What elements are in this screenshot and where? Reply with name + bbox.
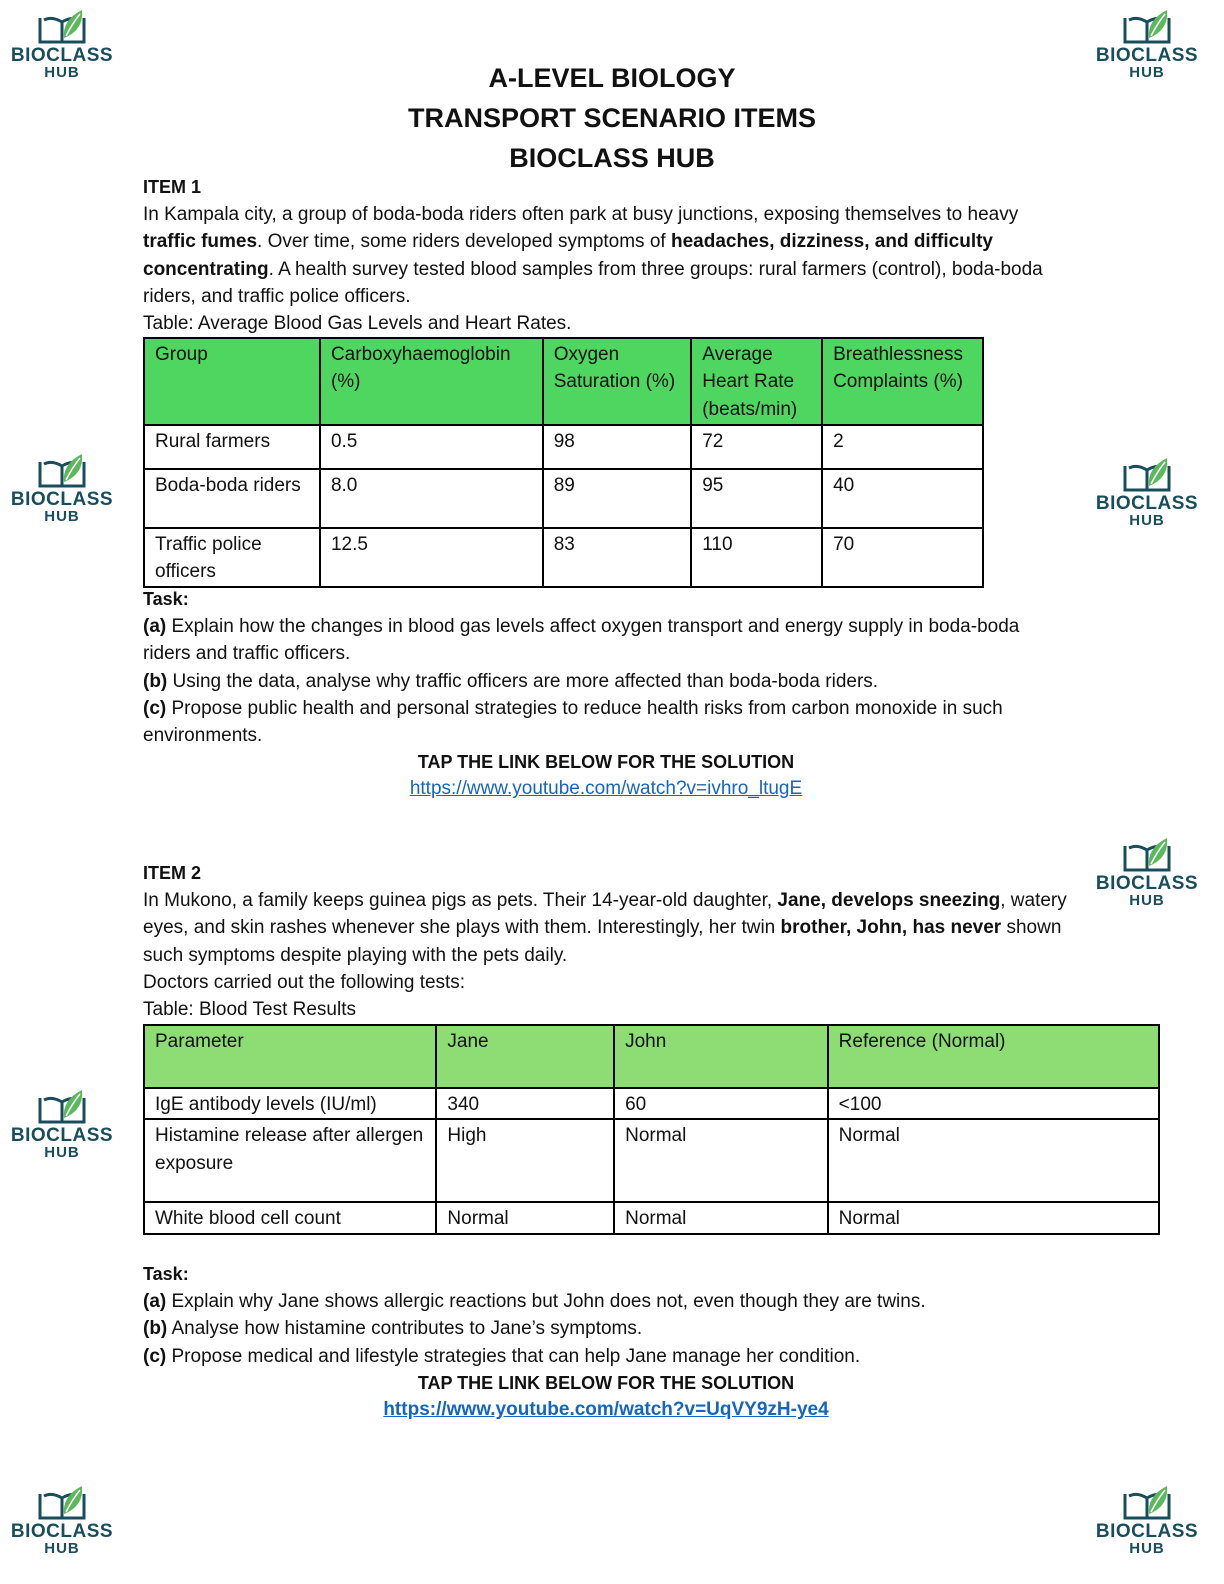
task-letter: (c) [143, 1345, 167, 1367]
header-cell: Parameter [144, 1025, 436, 1088]
task-letter: (b) [143, 670, 168, 692]
task-text: Propose medical and lifestyle strategies that can help Jane manage her condition. [166, 1345, 861, 1367]
bioclass-hub-logo [1087, 1482, 1207, 1556]
table-cell: Normal [828, 1202, 1159, 1233]
table-header-row [144, 338, 983, 425]
tests-line: Doctors carried out the following tests: [143, 971, 466, 993]
solution-link[interactable]: https://www.youtube.com/watch?v=UqVY9zH-ye4 [383, 1398, 829, 1420]
header-cell: Breathlessness Complaints (%) [822, 338, 983, 425]
header-cell: Carboxyhaemoglobin (%) [320, 338, 543, 425]
task-letter: (a) [143, 616, 167, 637]
table-cell: Normal [614, 1202, 828, 1233]
header-cell: Oxygen Saturation (%) [543, 338, 692, 425]
blood-gas-table [143, 337, 984, 588]
open-book-leaf-icon [1117, 6, 1177, 46]
logo-line2: HUB [44, 1540, 80, 1557]
logo-line2: HUB [44, 64, 80, 81]
logo-line2: HUB [44, 508, 80, 525]
table-header-row [144, 1025, 1159, 1088]
item1-intro [143, 201, 1053, 310]
table-cell: High [436, 1119, 614, 1202]
open-book-leaf-icon [32, 1086, 92, 1126]
table-cell: 8.0 [320, 469, 543, 528]
item1-table-caption: Table: Average Blood Gas Levels and Heart Rates. [143, 313, 572, 335]
document-title [0, 58, 1224, 178]
table-cell: Histamine release after allergen exposure [144, 1119, 436, 1202]
task-text: Analyse how histamine contributes to Jane’s symptoms. [167, 1318, 643, 1340]
intro-text: shown such symptoms despite playing with the pets daily. [143, 917, 1062, 966]
bioclass-hub-logo [1087, 454, 1207, 528]
logo-line2: HUB [1129, 892, 1165, 909]
table-row [144, 469, 983, 528]
header-cell: Group [144, 338, 320, 425]
header-cell: Average Heart Rate (beats/min) [691, 338, 822, 425]
logo-line2: HUB [1129, 512, 1165, 529]
solution-cta: TAP THE LINK BELOW FOR THE SOLUTION [417, 1372, 795, 1393]
table-cell: 2 [822, 425, 983, 469]
task-c [143, 1343, 1063, 1370]
bioclass-hub-logo [2, 1482, 122, 1556]
table-row [144, 425, 983, 469]
solution-link[interactable]: https://www.youtube.com/watch?v=ivhro_ltugE [409, 778, 803, 800]
header-cell: Reference (Normal) [828, 1025, 1159, 1088]
table-cell: 40 [822, 469, 983, 528]
intro-text: . Over time, some riders developed symptoms of [257, 231, 671, 253]
item2-heading: ITEM 2 [143, 863, 202, 883]
open-book-leaf-icon [32, 1482, 92, 1522]
table-cell: 95 [691, 469, 822, 528]
title-line-3: BIOCLASS HUB [509, 143, 715, 173]
task-c [143, 695, 1063, 750]
table-row [144, 528, 983, 587]
intro-bold: Jane, develops sneezing [777, 890, 1001, 911]
table-cell: Boda-boda riders [144, 469, 320, 528]
table-cell: Rural farmers [144, 425, 320, 469]
bioclass-hub-logo [2, 1086, 122, 1160]
task-a [143, 1288, 1063, 1315]
intro-bold: headaches, dizziness, and difficulty concentrating [143, 231, 993, 280]
logo-line2: HUB [1129, 1540, 1165, 1557]
task-label: Task: [143, 1264, 189, 1284]
blood-test-table [143, 1024, 1160, 1235]
solution-cta: TAP THE LINK BELOW FOR THE SOLUTION [417, 752, 795, 773]
table-cell: 340 [436, 1088, 614, 1119]
table-cell: IgE antibody levels (IU/ml) [144, 1088, 436, 1119]
item2-table-caption: Table: Blood Test Results [143, 999, 356, 1021]
logo-line1: BIOCLASS [10, 1521, 114, 1542]
item2-section [143, 860, 1068, 1023]
header-cell: Jane [436, 1025, 614, 1088]
table-cell: 72 [691, 425, 822, 469]
item2-tasks [143, 1261, 1063, 1423]
logo-line2: HUB [1129, 64, 1165, 81]
open-book-leaf-icon [1117, 454, 1177, 494]
task-b [143, 1315, 1063, 1342]
table-cell: 0.5 [320, 425, 543, 469]
bioclass-hub-logo [1087, 834, 1207, 908]
task-text: Explain why Jane shows allergic reactions but John does not, even though they are twins. [166, 1291, 926, 1312]
table-cell: White blood cell count [144, 1202, 436, 1233]
table-cell: Normal [436, 1202, 614, 1233]
table-cell: 89 [543, 469, 692, 528]
intro-text: , watery eyes, and skin rashes whenever she plays with them. Interestingly, her twin [143, 890, 1067, 939]
table-cell: <100 [828, 1088, 1159, 1119]
item1-section [143, 174, 1053, 337]
logo-line1: BIOCLASS [1095, 1521, 1199, 1542]
table-cell: 83 [543, 528, 692, 587]
item1-heading: ITEM 1 [143, 177, 202, 197]
title-line-2: TRANSPORT SCENARIO ITEMS [407, 103, 817, 133]
intro-text: . A health survey tested blood samples from three groups: rural farmers (control), boda-boda riders, and traffic police officers. [143, 258, 1043, 307]
logo-line2: HUB [44, 1144, 80, 1161]
table-row [144, 1119, 1159, 1202]
item1-tasks [143, 586, 1063, 803]
table-cell: 110 [691, 528, 822, 587]
title-line-1: A-LEVEL BIOLOGY [488, 63, 736, 93]
intro-text: In Kampala city, a group of boda-boda riders often park at busy junctions, exposing themselves to heavy [143, 204, 1019, 225]
table-cell: 60 [614, 1088, 828, 1119]
open-book-leaf-icon [1117, 834, 1177, 874]
task-b [143, 668, 1063, 695]
intro-bold: traffic fumes [143, 231, 258, 253]
header-cell: John [614, 1025, 828, 1088]
logo-line1: BIOCLASS [1095, 45, 1199, 66]
logo-line1: BIOCLASS [10, 489, 114, 510]
table-cell: Traffic police officers [144, 528, 320, 587]
task-a [143, 613, 1063, 668]
open-book-leaf-icon [32, 6, 92, 46]
open-book-leaf-icon [1117, 1482, 1177, 1522]
open-book-leaf-icon [32, 450, 92, 490]
table-cell: 12.5 [320, 528, 543, 587]
task-letter: (b) [143, 1318, 168, 1340]
task-label: Task: [143, 589, 189, 609]
logo-line1: BIOCLASS [1095, 873, 1199, 894]
table-cell: Normal [828, 1119, 1159, 1202]
intro-bold: brother, John, has never [780, 917, 1002, 939]
table-row [144, 1088, 1159, 1119]
table-row [144, 1202, 1159, 1233]
item2-intro [143, 887, 1068, 969]
task-text: Using the data, analyse why traffic officers are more affected than boda-boda riders. [167, 670, 879, 692]
table-cell: 98 [543, 425, 692, 469]
table-cell: 70 [822, 528, 983, 587]
task-text: Explain how the changes in blood gas levels affect oxygen transport and energy supply in boda-boda riders and traffic officers. [143, 616, 1020, 665]
intro-text: In Mukono, a family keeps guinea pigs as pets. Their 14-year-old daughter, [143, 890, 778, 911]
logo-line1: BIOCLASS [10, 45, 114, 66]
table-cell: Normal [614, 1119, 828, 1202]
logo-line1: BIOCLASS [1095, 493, 1199, 514]
task-letter: (a) [143, 1291, 167, 1312]
logo-line1: BIOCLASS [10, 1125, 114, 1146]
task-text: Propose public health and personal strategies to reduce health risks from carbon monoxide in such environments. [143, 697, 1003, 747]
bioclass-hub-logo [2, 450, 122, 524]
task-letter: (c) [143, 697, 167, 719]
